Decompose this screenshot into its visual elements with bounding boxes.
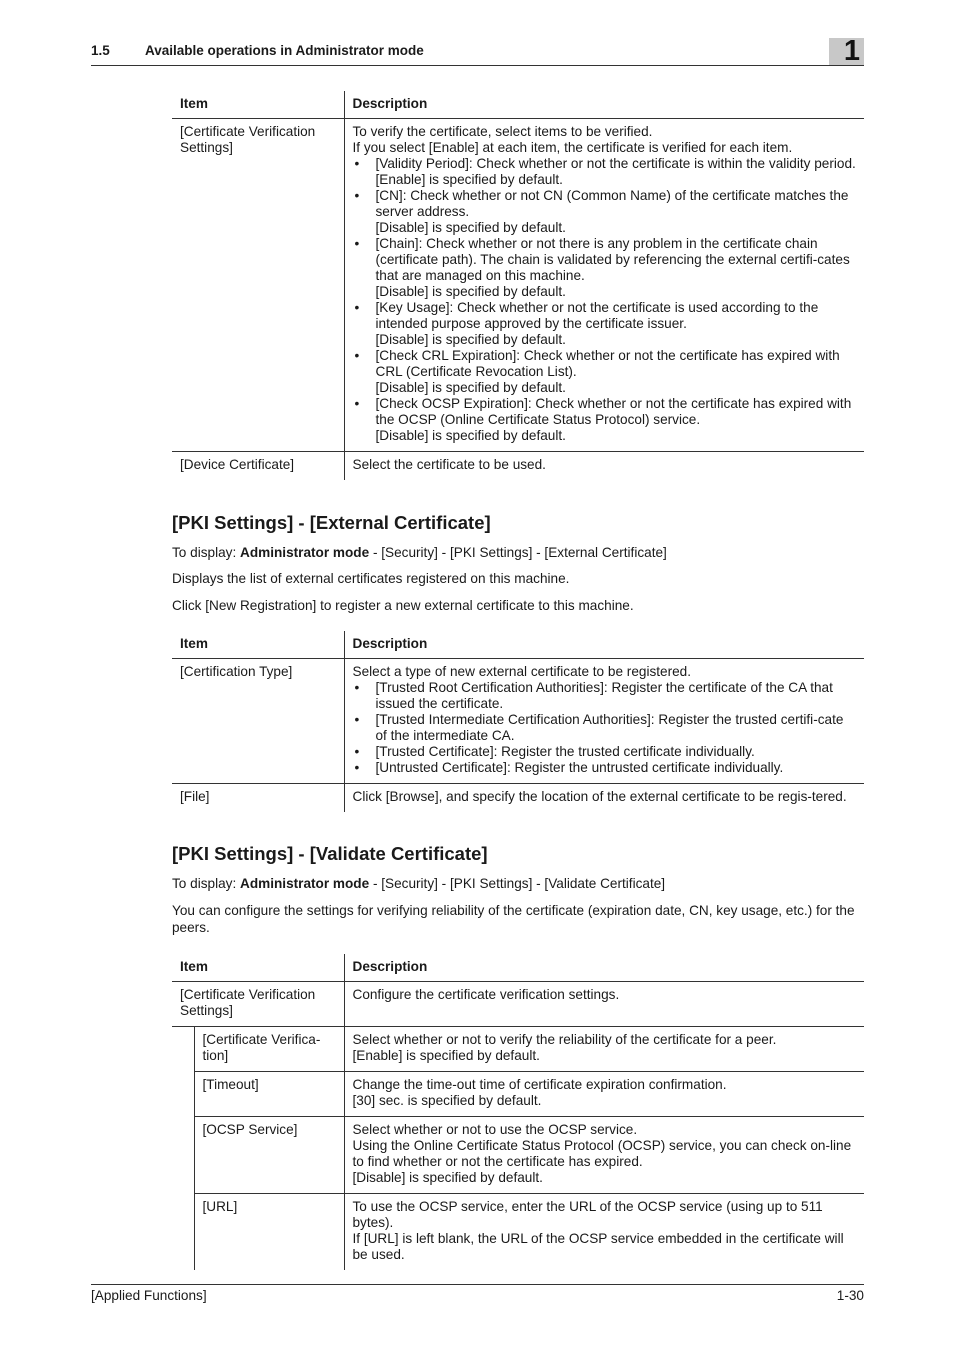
- row-description: [344, 659, 864, 784]
- table-row: [172, 119, 864, 452]
- column-header-item: Item: [172, 91, 344, 119]
- table-row: [172, 1117, 864, 1194]
- external-certificate-table: [172, 631, 864, 812]
- row-description: Select the certificate to be used.: [352, 457, 546, 472]
- column-header-item: Item: [172, 954, 344, 982]
- column-header-description: Description: [344, 631, 864, 659]
- indent-cell: [172, 1027, 194, 1271]
- bullet-item: [353, 156, 857, 188]
- bullet-text: • [Chain]: Check whether or not there is any problem in the certificate chain (certificate path). The chain is validated by referencing the external certifi-cates that are managed on this machine.: [375, 236, 850, 283]
- bullet-text: • [Check OCSP Expiration]: Check whether or not the certificate has expired with the OCSP (Online Certificate Status Protocol) service.: [375, 396, 852, 427]
- row-item: [Device Certificate]: [172, 452, 344, 481]
- path-prefix: To display:: [172, 876, 241, 891]
- sub-row-description: [344, 1117, 864, 1194]
- footer-title: [Applied Functions]: [91, 1288, 207, 1303]
- path-prefix: To display:: [172, 545, 241, 560]
- row-item: [Certificate Verification Settings]: [172, 119, 344, 452]
- display-path: [172, 544, 864, 561]
- desc-line: To use the OCSP service, enter the URL of the OCSP service (using up to 511 bytes).: [352, 1199, 823, 1230]
- sub-row-item: [URL]: [194, 1194, 344, 1271]
- section-number: 1.5: [91, 43, 110, 58]
- bullet-item: • [Untrusted Certificate]: Register the untrusted certificate individually.: [353, 760, 857, 776]
- sub-row-item: [OCSP Service]: [194, 1117, 344, 1194]
- display-path: [172, 875, 864, 892]
- bullet-text: • [Key Usage]: Check whether or not the certificate is used according to the intended purpose approved by the certificate issuer.: [375, 300, 819, 331]
- paragraph: Displays the list of external certificates registered on this machine.: [172, 571, 570, 586]
- column-header-item: Item: [172, 631, 344, 659]
- page-header: [91, 35, 864, 67]
- external-certificate-section: [172, 512, 864, 614]
- section-heading: [PKI Settings] - [Validate Certificate]: [172, 843, 488, 864]
- row-description: [344, 119, 864, 452]
- row-description: Click [Browse], and specify the location of the external certificate to be regis-tered.: [352, 789, 847, 804]
- table1-container: [172, 91, 864, 480]
- validate-certificate-section: [172, 843, 864, 936]
- validate-certificate-table: [172, 954, 864, 1270]
- table-row: [172, 1072, 864, 1117]
- bullet-list: [353, 156, 857, 444]
- bullet-text: • [CN]: Check whether or not CN (Common Name) of the certificate matches the server address.: [375, 188, 849, 219]
- bullet-item: [353, 348, 857, 396]
- header-rule: [91, 65, 864, 66]
- bullet-default: [Disable] is specified by default.: [375, 220, 566, 235]
- row-item: [File]: [172, 784, 344, 813]
- certificate-settings-table: [172, 91, 864, 480]
- path-bold: Administrator mode: [240, 876, 370, 891]
- bullet-text: • [Validity Period]: Check whether or not the certificate is within the validity period.: [375, 156, 856, 171]
- bullet-text: • [Check CRL Expiration]: Check whether or not the certificate has expired with CRL (Certificate Revocation List).: [375, 348, 840, 379]
- column-header-description: Description: [344, 954, 864, 982]
- bullet-default: [Enable] is specified by default.: [375, 172, 563, 187]
- bullet-item: [353, 236, 857, 300]
- path-bold: Administrator mode: [240, 545, 370, 560]
- desc-line: [Enable] is specified by default.: [352, 1048, 540, 1063]
- path-rest: - [Security] - [PKI Settings] - [External Certificate]: [369, 545, 667, 560]
- desc-line: Using the Online Certificate Status Protocol (OCSP) service, you can check on-line to find whether or not the certificate has expired.: [352, 1138, 852, 1169]
- row-item: [Certification Type]: [172, 659, 344, 784]
- bullet-default: [Disable] is specified by default.: [375, 428, 566, 443]
- desc-line: To verify the certificate, select items to be verified.: [352, 124, 653, 139]
- desc-line: Select a type of new external certificate to be registered.: [352, 664, 692, 679]
- path-rest: - [Security] - [PKI Settings] - [Validate Certificate]: [369, 876, 666, 891]
- table3-container: [172, 954, 864, 1270]
- sub-row-description: [344, 1027, 864, 1072]
- row-description: Configure the certificate verification settings.: [344, 982, 864, 1027]
- bullet-list: [353, 680, 857, 776]
- bullet-item: • [Trusted Root Certification Authorities]: Register the certificate of the CA that issued the certificate.: [353, 680, 857, 712]
- column-header-description: Description: [344, 91, 864, 119]
- table-row: [172, 784, 864, 813]
- sub-row-item: [Timeout]: [194, 1072, 344, 1117]
- desc-line: Change the time-out time of certificate expiration confirmation.: [352, 1077, 727, 1092]
- desc-line: [Disable] is specified by default.: [352, 1170, 543, 1185]
- sub-row-description: [344, 1194, 864, 1271]
- bullet-item: [353, 396, 857, 444]
- desc-line: Select whether or not to verify the reliability of the certificate for a peer.: [352, 1032, 777, 1047]
- page-number: 1-30: [836, 1288, 864, 1303]
- bullet-item: • [Trusted Intermediate Certification Authorities]: Register the trusted certifi-cate of the intermediate CA.: [353, 712, 857, 744]
- paragraph: Click [New Registration] to register a new external certificate to this machine.: [172, 598, 634, 613]
- table-row: [172, 1194, 864, 1271]
- desc-line: If you select [Enable] at each item, the certificate is verified for each item.: [352, 140, 793, 155]
- page-footer: [91, 1284, 864, 1304]
- section-heading: [PKI Settings] - [External Certificate]: [172, 512, 491, 533]
- chapter-number: 1: [843, 35, 860, 67]
- bullet-item: [353, 300, 857, 348]
- paragraph: You can configure the settings for verifying reliability of the certificate (expiration date, CN, key usage, etc.) for the peers.: [172, 903, 855, 935]
- sub-row-item: [Certificate Verifica-tion]: [194, 1027, 344, 1072]
- bullet-default: [Disable] is specified by default.: [375, 380, 566, 395]
- table2-container: [172, 631, 864, 812]
- sub-row-description: [344, 1072, 864, 1117]
- bullet-item: [353, 188, 857, 236]
- section-title: Available operations in Administrator mode: [145, 43, 424, 58]
- table-row: [172, 1027, 864, 1072]
- bullet-default: [Disable] is specified by default.: [375, 284, 566, 299]
- row-item: [Certificate Verification Settings]: [172, 982, 344, 1027]
- table-row: [172, 452, 864, 481]
- desc-line: Select whether or not to use the OCSP service.: [352, 1122, 638, 1137]
- bullet-default: [Disable] is specified by default.: [375, 332, 566, 347]
- desc-line: [30] sec. is specified by default.: [352, 1093, 542, 1108]
- desc-line: If [URL] is left blank, the URL of the OCSP service embedded in the certificate will be used.: [352, 1231, 844, 1262]
- bullet-item: • [Trusted Certificate]: Register the trusted certificate individually.: [353, 744, 857, 760]
- table-row: [172, 659, 864, 784]
- chapter-badge: [829, 35, 864, 67]
- table-row: [172, 982, 864, 1027]
